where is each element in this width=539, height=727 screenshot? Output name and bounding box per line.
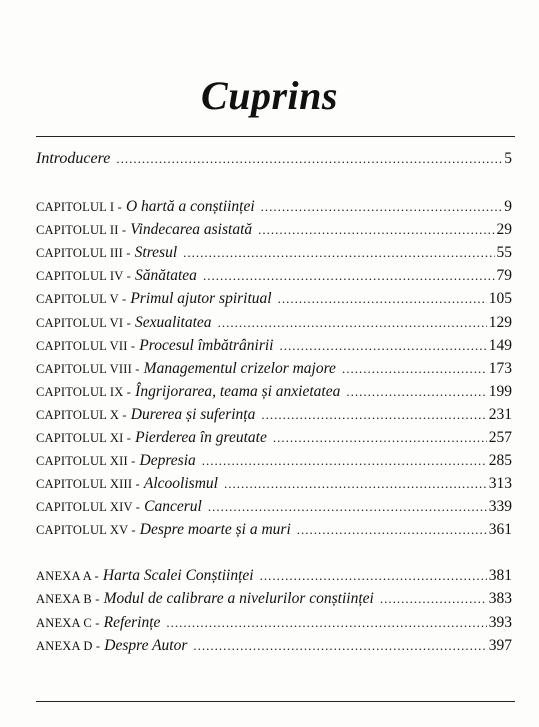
toc-entry-prefix: ANEXA B - bbox=[36, 592, 100, 607]
toc-entry-prefix: CAPITOLUL IV - bbox=[36, 269, 131, 284]
toc-entry[interactable] bbox=[36, 637, 512, 655]
toc-entry-prefix: CAPITOLUL XV - bbox=[36, 523, 136, 538]
toc-entry-page: 397 bbox=[488, 636, 512, 654]
toc-entry-page: 5 bbox=[504, 150, 512, 167]
dot-leader bbox=[258, 222, 494, 238]
toc-entry-page: 285 bbox=[488, 452, 512, 470]
dot-leader bbox=[346, 384, 486, 400]
toc-entry-page: 129 bbox=[488, 313, 512, 331]
dot-leader bbox=[273, 430, 487, 446]
toc-entry-title: Introducere bbox=[36, 150, 111, 167]
toc-entry-prefix: CAPITOLUL VII - bbox=[36, 338, 136, 353]
dot-leader bbox=[203, 268, 495, 284]
toc-entry[interactable] bbox=[36, 221, 512, 239]
toc-entry-title: Managementul crizelor majore bbox=[143, 359, 336, 377]
toc-entry[interactable] bbox=[36, 337, 512, 355]
dot-leader bbox=[261, 407, 486, 423]
toc-entry-prefix: CAPITOLUL XII - bbox=[36, 454, 136, 469]
toc-entry-title: Procesul îmbătrânirii bbox=[139, 336, 274, 354]
dot-leader bbox=[380, 591, 487, 607]
dot-leader bbox=[261, 199, 503, 215]
toc-entry[interactable] bbox=[36, 452, 512, 470]
toc-entry-title: Vindecarea asistată bbox=[130, 221, 253, 239]
toc-entry-prefix: CAPITOLUL IX - bbox=[36, 384, 132, 399]
toc-entry-page: 149 bbox=[488, 336, 512, 354]
toc-entry[interactable] bbox=[36, 567, 512, 585]
toc-entry-prefix: CAPITOLUL XIII - bbox=[36, 477, 140, 492]
toc-entry-page: 105 bbox=[488, 290, 512, 308]
toc-entry[interactable] bbox=[36, 244, 512, 262]
toc-entry-title: Sexualitatea bbox=[134, 313, 212, 331]
toc-entry-page: 55 bbox=[496, 244, 512, 262]
toc-entry-title: Despre Autor bbox=[104, 636, 188, 654]
toc-entry-page: 231 bbox=[488, 405, 512, 423]
toc-entry-page: 79 bbox=[496, 267, 512, 285]
toc-entry-title: Sănătatea bbox=[134, 267, 197, 285]
toc-entry-title: Durerea și suferința bbox=[130, 405, 256, 423]
toc-entry-prefix: ANEXA A - bbox=[36, 569, 99, 583]
dot-leader bbox=[208, 499, 487, 515]
dot-leader bbox=[202, 453, 487, 469]
toc-entry[interactable] bbox=[36, 429, 512, 447]
toc-entry[interactable] bbox=[36, 475, 512, 493]
toc-entry-page: 381 bbox=[488, 567, 512, 584]
toc-entry-page: 173 bbox=[488, 359, 512, 377]
dot-leader bbox=[224, 476, 487, 492]
toc-entry-title: Stresul bbox=[134, 244, 178, 262]
toc-entry-prefix: CAPITOLUL VIII - bbox=[36, 361, 140, 376]
dot-leader bbox=[342, 361, 487, 377]
toc-entry-prefix: ANEXA D - bbox=[36, 638, 101, 653]
dot-leader bbox=[260, 568, 487, 584]
dot-leader bbox=[278, 291, 487, 307]
toc-entry-page: 313 bbox=[488, 475, 512, 493]
toc-entry-prefix: CAPITOLUL VI - bbox=[36, 315, 131, 330]
toc-entry-title: Cancerul bbox=[144, 498, 202, 516]
toc-entry-title: Modul de calibrare a nivelurilor conștiinței bbox=[103, 590, 374, 608]
dot-leader bbox=[166, 615, 486, 631]
dot-leader bbox=[193, 638, 486, 654]
toc-entry-page: 257 bbox=[488, 429, 512, 446]
toc-entry-title: O hartă a conștiinței bbox=[125, 198, 255, 215]
toc-entry-prefix: CAPITOLUL I - bbox=[36, 200, 122, 214]
toc-entry-page: 29 bbox=[496, 221, 512, 239]
toc-entry[interactable] bbox=[36, 267, 512, 285]
toc-entry-page: 361 bbox=[488, 521, 512, 539]
toc-entry-title: Depresia bbox=[139, 452, 196, 470]
toc-entry-prefix: CAPITOLUL V - bbox=[36, 292, 127, 307]
toc-entry[interactable] bbox=[36, 198, 512, 216]
toc-entry-prefix: CAPITOLUL II - bbox=[36, 223, 127, 238]
toc-entry-title: Alcoolismul bbox=[143, 475, 218, 493]
top-divider bbox=[36, 136, 515, 137]
toc-entry-prefix: CAPITOLUL XIV - bbox=[36, 500, 141, 515]
toc-entry-page: 393 bbox=[488, 613, 512, 631]
toc-entry[interactable] bbox=[36, 383, 512, 401]
toc-entry-page: 339 bbox=[488, 498, 512, 516]
dot-leader bbox=[183, 245, 494, 261]
dot-leader bbox=[297, 522, 487, 538]
dot-leader bbox=[116, 151, 502, 167]
toc-entry-prefix: CAPITOLUL III - bbox=[36, 246, 131, 261]
toc-entry[interactable] bbox=[36, 521, 512, 539]
toc-entry-page: 383 bbox=[488, 590, 512, 608]
toc-entry-title: Pierderea în greutate bbox=[135, 429, 267, 446]
bottom-divider bbox=[36, 701, 515, 702]
toc-entry-title: Despre moarte și a muri bbox=[139, 521, 291, 539]
toc-entry[interactable] bbox=[36, 406, 512, 424]
toc-entry[interactable] bbox=[36, 498, 512, 516]
toc-entry-prefix: CAPITOLUL X - bbox=[36, 407, 127, 422]
toc-entry-prefix: CAPITOLUL XI - bbox=[36, 431, 132, 445]
toc-entry[interactable] bbox=[36, 590, 512, 608]
toc-entry-page: 9 bbox=[504, 198, 512, 215]
toc-entry[interactable] bbox=[36, 290, 512, 308]
toc-entry-title: Primul ajutor spiritual bbox=[130, 290, 272, 308]
toc-entry-title: Harta Scalei Conștiinței bbox=[102, 567, 254, 584]
toc-entry-title: Îngrijorarea, teama și anxietatea bbox=[135, 382, 341, 400]
toc-entry[interactable] bbox=[36, 614, 512, 632]
dot-leader bbox=[218, 315, 487, 331]
dot-leader bbox=[279, 338, 486, 354]
page-title: Cuprins bbox=[201, 73, 338, 118]
toc-entry[interactable] bbox=[36, 360, 512, 378]
toc-entry-title: Referințe bbox=[103, 613, 161, 631]
toc-entry-page: 199 bbox=[488, 382, 512, 400]
toc-entry-intro[interactable] bbox=[36, 150, 512, 168]
toc-entry-prefix: ANEXA C - bbox=[36, 615, 100, 630]
toc-entry[interactable] bbox=[36, 314, 512, 332]
